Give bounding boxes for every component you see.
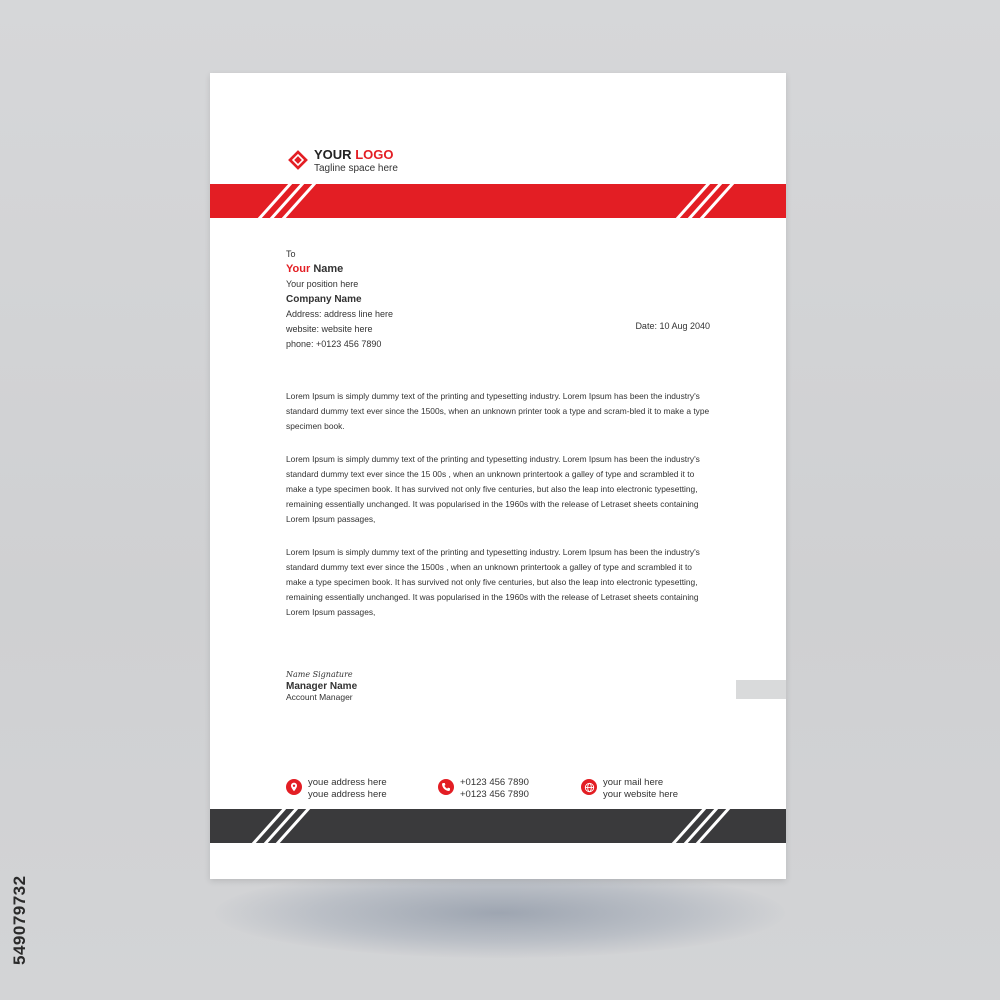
letter-date: Date: 10 Aug 2040 — [635, 321, 710, 331]
diamond-logo-icon — [288, 150, 308, 170]
signature-script: Name Signature — [286, 670, 353, 679]
header-band — [210, 184, 786, 218]
footer-phone — [438, 777, 529, 801]
website-line: your website here — [603, 789, 678, 800]
recipient-block — [286, 247, 393, 352]
recipient-phone: phone: +0123 456 7890 — [286, 339, 382, 349]
recipient-name — [286, 262, 393, 277]
recipient-position: Your position here — [286, 279, 359, 289]
footer-band — [210, 809, 786, 843]
paper-shadow — [215, 868, 785, 958]
signature-block — [286, 670, 357, 702]
logo-tagline: Tagline space here — [314, 163, 398, 174]
paragraph: Lorem Ipsum is simply dummy text of the printing and typesetting industry. Lorem Ipsum has been the industry's standard dummy text ever since the 1500s , when an unknown printertook a galley of type and scrambled it to make a type specimen book. It has survived not only five centuries, but also the leap into electronic typesetting, remaining essentially unchanged. It was popularised in the 1960s with the release of Letraset sheets containing Lorem Ipsum passages, — [286, 547, 700, 617]
footer-web — [581, 777, 678, 801]
side-tab-decoration — [736, 680, 786, 699]
recipient-address: Address: address line here — [286, 309, 394, 319]
letter-body — [286, 389, 712, 638]
manager-title: Account Manager — [286, 692, 353, 702]
letterhead-page — [210, 73, 786, 879]
to-label: To — [286, 249, 296, 259]
address-line-1: youe address here — [308, 777, 387, 788]
recipient-name-last: Name — [313, 263, 344, 275]
recipient-website: website: website here — [286, 324, 373, 334]
paragraph: Lorem Ipsum is simply dummy text of the printing and typesetting industry. Lorem Ipsum has been the industry's standard dummy text ever since the 15 00s , when an unknown printertook a galley of type and scrambled it to make a type specimen book. It has survived not only five centuries, but also the leap into electronic typesetting, remaining essentially unchanged. It was popularised in the 1960s with the release of Letraset sheets containing Lorem Ipsum passages, — [286, 454, 700, 524]
logo-title — [314, 147, 393, 162]
paragraph: Lorem Ipsum is simply dummy text of the printing and typesetting industry. Lorem Ipsum has been the industry's standard dummy text ever since the 1500s, when an unknown printer took a type and scram-bled it to make a type specimen book. — [286, 391, 710, 431]
stock-id: 549079732 — [10, 875, 29, 965]
phone-line-1: +0123 456 7890 — [460, 777, 529, 788]
recipient-company: Company Name — [286, 294, 362, 305]
location-pin-icon — [286, 779, 302, 795]
phone-line-2: +0123 456 7890 — [460, 789, 529, 800]
recipient-name-first: Your — [286, 263, 311, 275]
globe-icon — [581, 779, 597, 795]
phone-icon — [438, 779, 454, 795]
logo-title-logo: LOGO — [355, 147, 394, 162]
mail-line: your mail here — [603, 777, 664, 788]
footer-address — [286, 777, 387, 801]
address-line-2: youe address here — [308, 789, 387, 800]
manager-name: Manager Name — [286, 681, 358, 692]
logo-title-your: YOUR — [314, 147, 352, 162]
